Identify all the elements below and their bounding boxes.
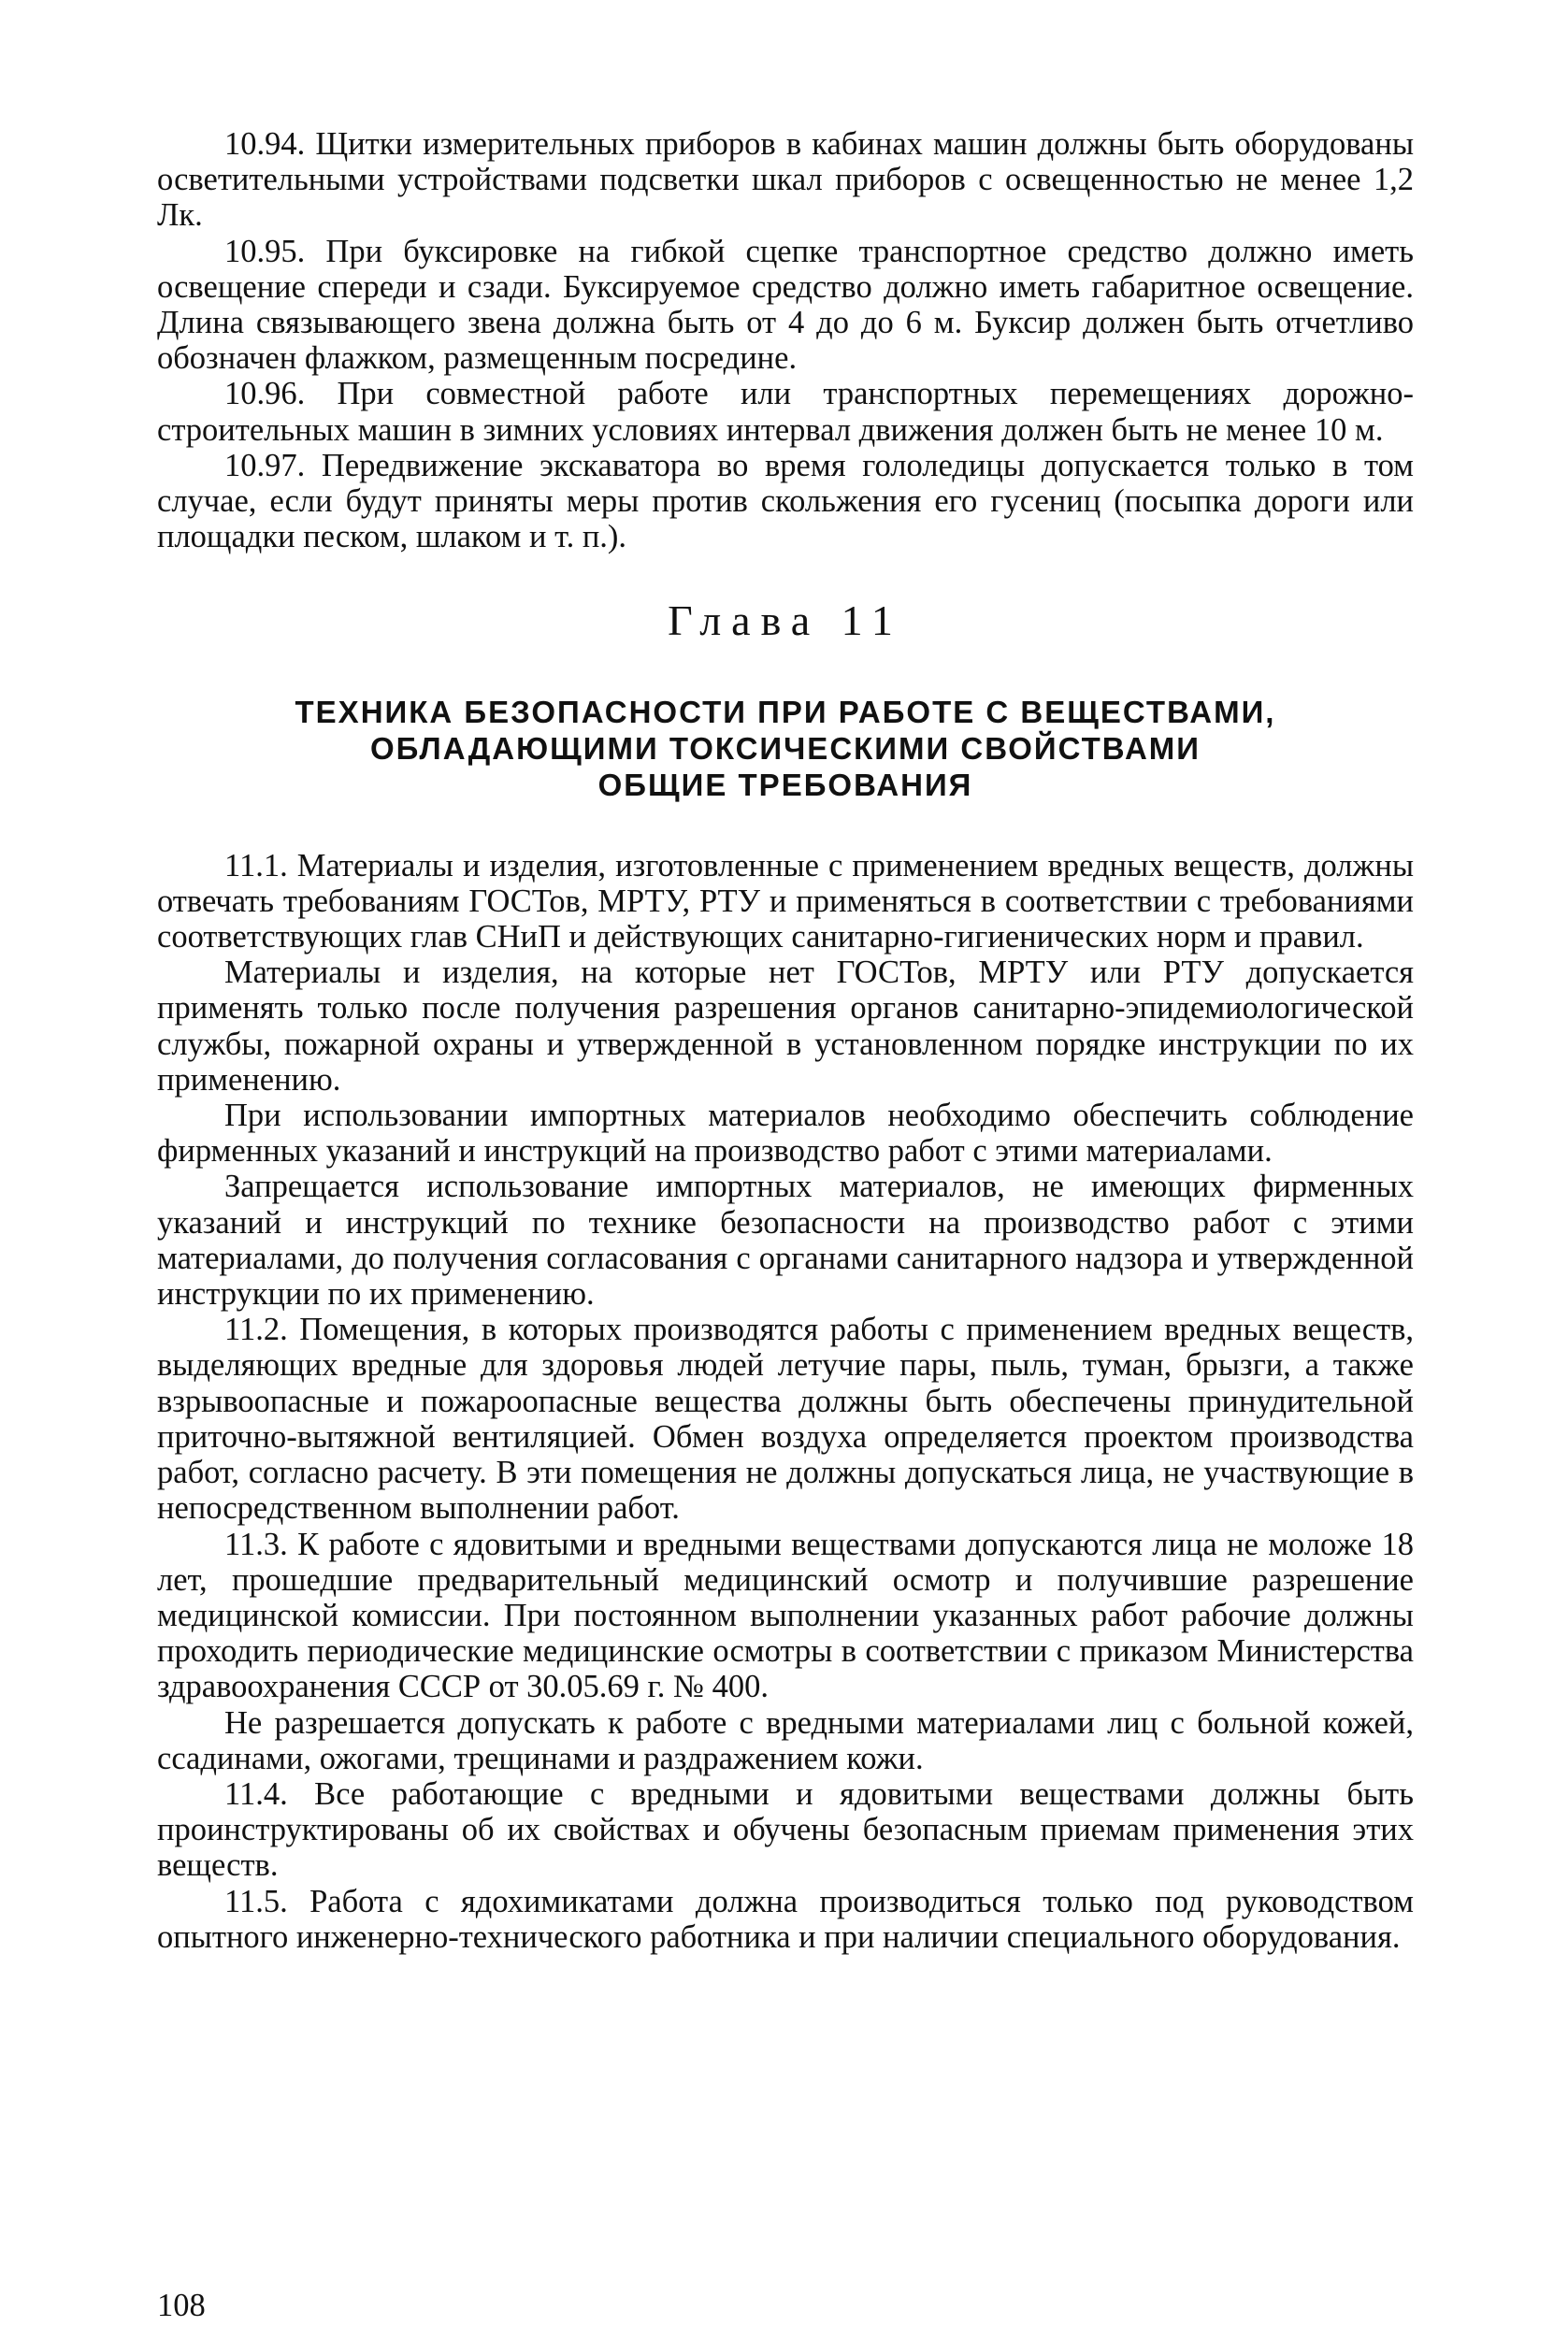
- paragraph-11-5: 11.5. Работа с ядохимикатами должна производиться только под руководством опытного инженерно-технического работника и при наличии специального оборудования.: [157, 1883, 1414, 1955]
- heading-line-1: ТЕХНИКА БЕЗОПАСНОСТИ ПРИ РАБОТЕ С ВЕЩЕСТВАМИ,: [295, 694, 1276, 729]
- paragraph-11-1: 11.1. Материалы и изделия, изготовленные с применением вредных веществ, должны отвечать требованиям ГОСТов, МРТУ, РТУ и применяться в соответствии с требованиями соответствующих глав СНиП и действующих санитарно-гигиенических норм и правил.: [157, 847, 1414, 955]
- paragraph-10-95: 10.95. При буксировке на гибкой сцепке транспортное средство должно иметь освещение спереди и сзади. Буксируемое средство должно иметь габаритное освещение. Длина связывающего звена должна быть от 4 до до 6 м. Буксир должен быть отчетливо обозначен флажком, размещенным посредине.: [157, 233, 1414, 377]
- heading-line-2: ОБЛАДАЮЩИМИ ТОКСИЧЕСКИМИ СВОЙСТВАМИ: [369, 730, 1201, 766]
- paragraph-skin-restriction: Не разрешается допускать к работе с вредными материалами лиц с больной кожей, ссадинами, ожогами, трещинами и раздражением кожи.: [157, 1704, 1414, 1776]
- text-block: [157, 126, 1414, 1955]
- section-heading: [157, 694, 1414, 803]
- paragraph-10-94: 10.94. Щитки измерительных приборов в кабинах машин должны быть оборудованы осветительными устройствами подсветки шкал приборов с освещенностью не менее 1,2 Лк.: [157, 126, 1414, 234]
- paragraph-11-2: 11.2. Помещения, в которых производятся работы с применением вредных веществ, выделяющих вредные для здоровья людей летучие пары, пыль, туман, брызги, а также взрывоопасные и пожароопасные вещества должны быть обеспечены принудительной приточно-вытяжной вентиляцией. Обмен воздуха определяется проектом производства работ, согласно расчету. В эти помещения не должны допускаться лица, не участвующие в непосредственном выполнении работ.: [157, 1312, 1414, 1527]
- paragraph-10-97: 10.97. Передвижение экскаватора во время гололедицы допускается только в том случае, если будут приняты меры против скольжения его гусениц (посыпка дороги или площадки песком, шлаком и т. п.).: [157, 447, 1414, 555]
- paragraph-11-4: 11.4. Все работающие с вредными и ядовитыми веществами должны быть проинструктированы об их свойствах и обучены безопасным приемам применения этих веществ.: [157, 1775, 1414, 1884]
- page-number: 108: [157, 2288, 206, 2323]
- chapter-title: Глава 11: [668, 596, 903, 645]
- heading-line-3: ОБЩИЕ ТРЕБОВАНИЯ: [597, 767, 973, 802]
- paragraph-11-3: 11.3. К работе с ядовитыми и вредными веществами допускаются лица не моложе 18 лет, прошедшие предварительный медицинский осмотр и получившие разрешение медицинской комиссии. При постоянном выполнении указанных работ рабочие должны проходить периодические медицинские осмотры в соответствии с приказом Министерства здравоохранения СССР от 30.05.69 г. № 400.: [157, 1526, 1414, 1705]
- paragraph-prohibition: Запрещается использование импортных материалов, не имеющих фирменных указаний и инструкций по технике безопасности на производство работ с этими материалами, до получения согласования с органами санитарного надзора и утвержденной инструкции по их применению.: [157, 1169, 1414, 1313]
- paragraph-imported-materials: При использовании импортных материалов необходимо обеспечить соблюдение фирменных указаний и инструкций на производство работ с этими материалами.: [157, 1098, 1414, 1170]
- paragraph-materials-no-gost: Материалы и изделия, на которые нет ГОСТов, МРТУ или РТУ допускается применять только после получения разрешения органов санитарно-эпидемиологической службы, пожарной охраны и утвержденной в установленном порядке инструкции по их применению.: [157, 955, 1414, 1098]
- paragraph-10-96: 10.96. При совместной работе или транспортных перемещениях дорожно-строительных машин в зимних условиях интервал движения должен быть не менее 10 м.: [157, 376, 1414, 448]
